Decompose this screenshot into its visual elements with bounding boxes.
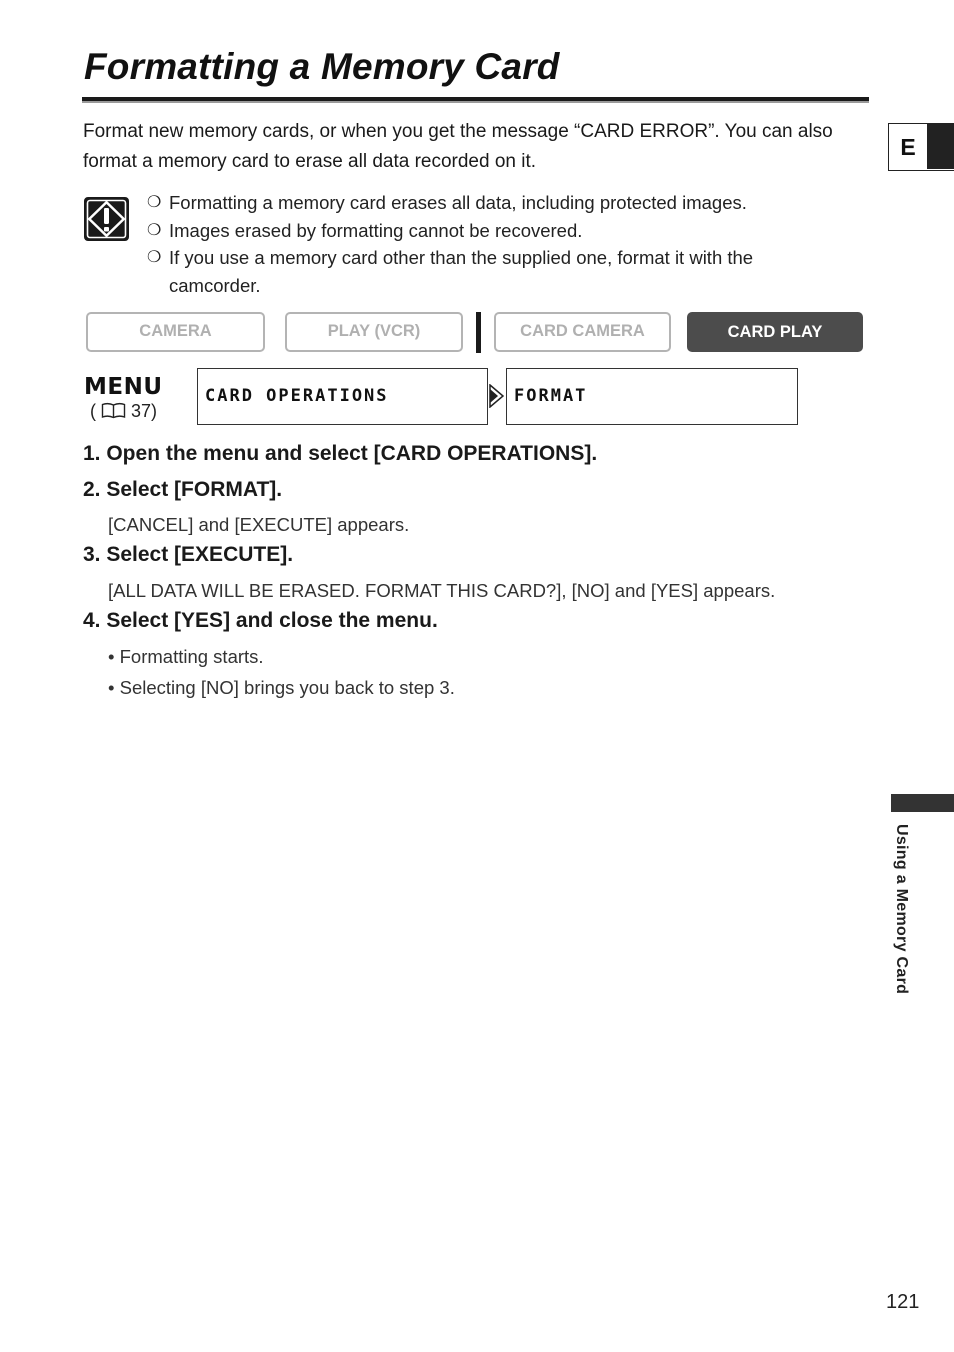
language-tab <box>888 123 954 171</box>
title-underline-shadow <box>82 101 869 103</box>
section-label: Using a Memory Card <box>893 824 910 995</box>
menu-item-card-operations: CARD OPERATIONS <box>197 368 488 425</box>
page-title: Formatting a Memory Card <box>84 46 560 87</box>
caution-notes <box>147 189 847 299</box>
caution-icon <box>83 196 130 242</box>
mode-divider <box>476 312 481 353</box>
step-4-detail: • Selecting [NO] brings you back to step 3. <box>108 677 455 698</box>
page-number: 121 <box>886 1291 920 1313</box>
step-4: 4. Select [YES] and close the menu. <box>83 609 438 632</box>
menu-arrow-icon <box>489 384 504 408</box>
caution-note: ❍ If you use a memory card other than the supplied one, format it with the camcorder. <box>147 244 847 299</box>
menu-ref-open: ( <box>90 401 96 421</box>
language-tab-bar <box>927 124 954 169</box>
book-icon <box>101 402 126 419</box>
step-3: 3. Select [EXECUTE]. <box>83 543 294 566</box>
language-tab-letter: E <box>900 134 916 160</box>
step-4-detail: • Formatting starts. <box>108 646 264 667</box>
step-2: 2. Select [FORMAT]. <box>83 478 283 501</box>
caution-note: ❍ Formatting a memory card erases all data, including protected images. <box>147 189 847 217</box>
mode-card-camera: CARD CAMERA <box>494 312 671 352</box>
section-tab-bar <box>891 794 954 812</box>
menu-item-format: FORMAT <box>506 368 798 425</box>
intro-paragraph: Format new memory cards, or when you get the message “CARD ERROR”. You can also format a memory card to erase all data recorded on it. <box>83 121 833 172</box>
menu-ref-page: 37) <box>131 401 158 421</box>
menu-logo: MENU <box>84 374 163 400</box>
menu-page-reference <box>90 401 157 422</box>
step-3-detail: [ALL DATA WILL BE ERASED. FORMAT THIS CARD?], [NO] and [YES] appears. <box>108 580 776 601</box>
mode-camera: CAMERA <box>86 312 265 352</box>
mode-play-vcr: PLAY (VCR) <box>285 312 463 352</box>
mode-card-play: CARD PLAY <box>687 312 863 352</box>
caution-note: ❍ Images erased by formatting cannot be recovered. <box>147 217 847 245</box>
step-2-detail: [CANCEL] and [EXECUTE] appears. <box>108 514 410 535</box>
step-1: 1. Open the menu and select [CARD OPERATIONS]. <box>83 442 598 465</box>
